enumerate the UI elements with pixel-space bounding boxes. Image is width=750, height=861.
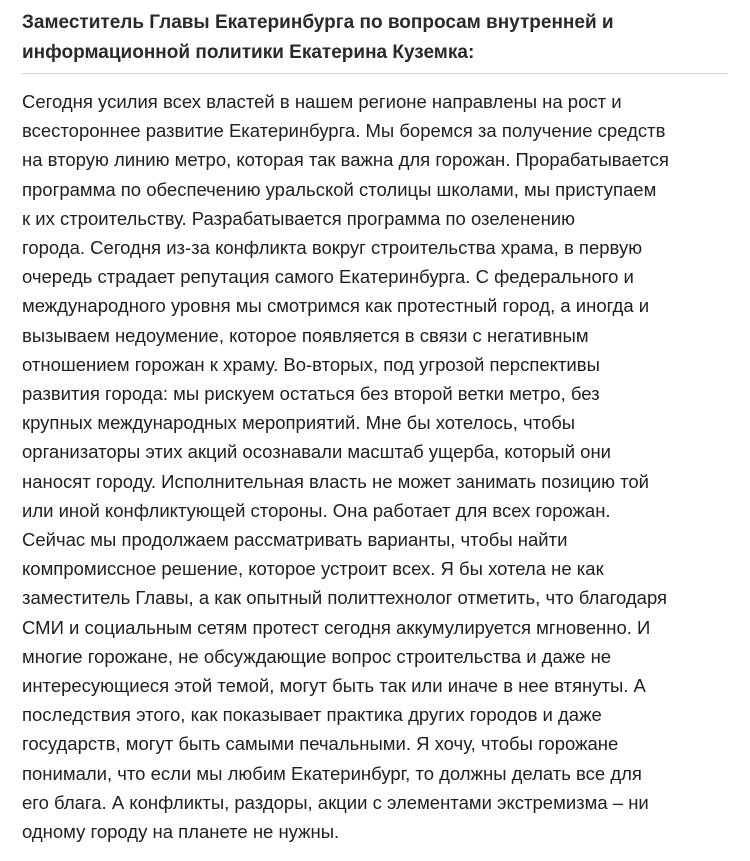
body-line: развития города: мы рискуем остаться без второй ветки метро, без (22, 383, 600, 405)
heading-line: информационной политики Екатерина Куземка: (22, 42, 475, 63)
body-line: интересующиеся этой темой, могут быть так или иначе в нее втянуты. А (22, 675, 646, 697)
body-line: всестороннее развитие Екатеринбурга. Мы боремся за получение средств (22, 120, 666, 142)
body-line: Сейчас мы продолжаем рассматривать варианты, чтобы найти (22, 529, 568, 551)
body-line: отношением горожан к храму. Во-вторых, под угрозой перспективы (22, 353, 600, 375)
body-line: организаторы этих акций осознавали масштаб ущерба, который они (22, 441, 612, 463)
body-line: понимали, что если мы любим Екатеринбург, то должны делать все для (22, 762, 642, 784)
body-line: заместитель Главы, а как опытный политтехнолог отметить, что благодаря (22, 587, 668, 609)
body-line: Сегодня усилия всех властей в нашем регионе направлены на рост и (22, 91, 622, 112)
body-line: государств, могут быть самыми печальными. Я хочу, чтобы горожане (22, 733, 619, 755)
body-line: города. Сегодня из-за конфликта вокруг строительства храма, в первую (22, 237, 643, 259)
body-line: программа по обеспечению уральской столицы школами, мы приступаем (22, 178, 657, 200)
heading-divider (22, 73, 728, 74)
body-line: на вторую линию метро, которая так важна для горожан. Прорабатывается (22, 149, 669, 171)
article-heading (22, 8, 726, 68)
body-line: многие горожане, не обсуждающие вопрос строительства и даже не (22, 645, 612, 667)
body-line: вызываем недоумение, которое появляется в связи с негативным (22, 324, 589, 346)
article (22, 8, 726, 846)
body-line: крупных международных мероприятий. Мне бы хотелось, чтобы (22, 412, 576, 434)
body-line: компромиссное решение, которое устроит всех. Я бы хотела не как (22, 558, 604, 580)
body-line: к их строительству. Разрабатывается программа по озеленению (22, 207, 576, 229)
body-line: международного уровня мы смотримся как протестный город, а иногда и (22, 295, 650, 317)
body-line: наносят городу. Исполнительная власть не может занимать позицию той (22, 470, 650, 492)
body-line: его блага. А конфликты, раздоры, акции с элементами экстремизма – ни (22, 791, 649, 813)
heading-line: Заместитель Главы Екатеринбурга по вопросам внутренней и (22, 12, 614, 33)
body-line: одному городу на планете не нужны. (22, 821, 340, 843)
body-line: или иной конфликтующей стороны. Она работает для всех горожан. (22, 499, 611, 521)
body-line: СМИ и социальным сетям протест сегодня аккумулируется мгновенно. И (22, 616, 651, 638)
body-line: очередь страдает репутация самого Екатеринбурга. С федерального и (22, 266, 634, 288)
article-body (22, 87, 726, 846)
body-line: последствия этого, как показывает практика других городов и даже (22, 704, 602, 726)
